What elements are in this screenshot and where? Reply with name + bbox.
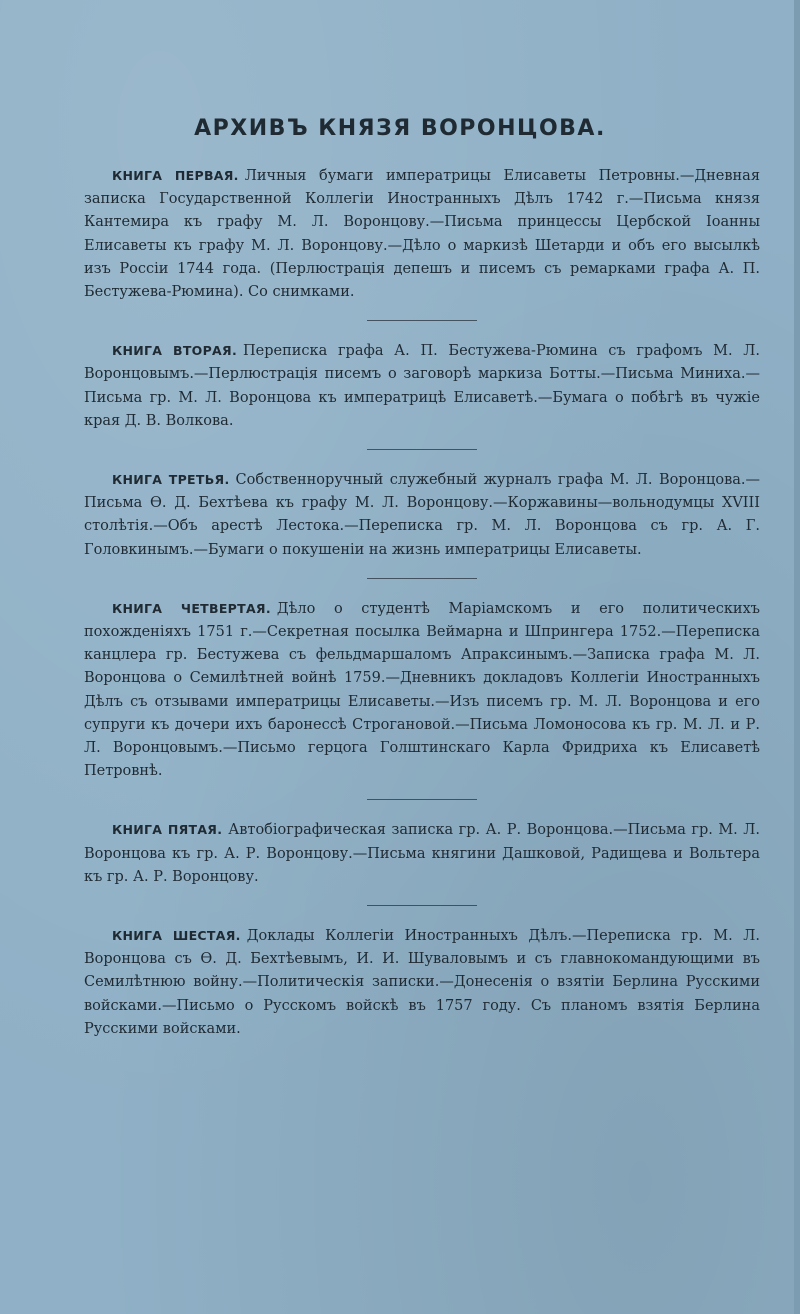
book-entry-4 bbox=[84, 597, 760, 784]
book-label: КНИГА ПЕРВАЯ. bbox=[112, 168, 239, 183]
book-entry-1 bbox=[84, 164, 760, 304]
book-label: КНИГА ПЯТАЯ. bbox=[112, 822, 223, 838]
book-entry-2 bbox=[84, 339, 760, 433]
book-description: Собственноручный служебный журналъ графа М. Л. Воронцова.—Письма Ѳ. Д. Бехтѣева къ графу М. Л. Воронцову.—Коржавины—вольнодумцы XVIII столѣтія.—Объ арестѣ Лестока.—Переписка гр. М. Л. Воронцова съ гр. А. Г. Головкинымъ.—Бумаги о покушеніи на жизнь императрицы Елисаветы. bbox=[84, 472, 760, 558]
book-description: Переписка графа А. П. Бестужева-Рюмина съ графомъ М. Л. Воронцовымъ.—Перлюстрація писемъ о заговорѣ маркиза Ботты.—Письма Миниха.—Письма гр. М. Л. Воронцова къ императрицѣ Елисаветѣ.—Бумага о побѣгѣ въ чужіе края Д. В. Волкова. bbox=[84, 343, 760, 429]
book-label: КНИГА ЧЕТВЕРТАЯ. bbox=[112, 600, 271, 616]
book-entry-3 bbox=[84, 468, 760, 562]
book-description: Личныя бумаги императрицы Елисаветы Петровны.—Дневная записка Государственной Коллегіи Иностранныхъ Дѣлъ 1742 г.—Письма князя Кантемира къ графу М. Л. Воронцову.—Письма принцессы Цербской Іоанны Елисаветы къ графу М. Л. Воронцову.—Дѣло о маркизѣ Шетарди и объ его высылкѣ изъ Россіи 1744 года. (Перлюстрація депешъ и писемъ съ ремарками графа А. П. Бестужева-Рюмина). Со снимками. bbox=[84, 168, 760, 301]
section-divider bbox=[367, 449, 477, 450]
section-divider bbox=[367, 799, 477, 800]
book-list bbox=[84, 164, 760, 1041]
section-divider bbox=[367, 320, 477, 321]
book-description: Дѣло о студентѣ Маріамскомъ и его политическихъ похожденіяхъ 1751 г.—Секретная посылка Веймарна и Шпрингера 1752.—Переписка канцлера гр. Бестужева съ фельдмаршаломъ Апраксинымъ.—Записка графа М. Л. Воронцова о Семилѣтней войнѣ 1759.—Дневникъ докладовъ Коллегіи Иностранныхъ Дѣлъ съ отзывами императрицы Елисаветы.—Изъ писемъ гр. М. Л. Воронцова и его супруги къ дочери ихъ баронессѣ Строгановой.—Письма Ломоносова къ гр. М. Л. и Р. Л. Воронцовымъ.—Письмо герцога Голштинскаго Карла Фридриха къ Елисаветѣ Петровнѣ. bbox=[84, 600, 760, 780]
book-description: Доклады Коллегіи Иностранныхъ Дѣлъ.—Переписка гр. М. Л. Воронцова съ Ѳ. Д. Бехтѣевымъ, И. И. Шуваловымъ и съ главнокомандующими въ Семилѣтнюю войну.—Политическія записки.—Донесенія о взятіи Берлина Русскими войсками.—Письмо о Русскомъ войскѣ въ 1757 году. Съ планомъ взятія Берлина Русскими войсками. bbox=[84, 928, 760, 1037]
page-title: АРХИВЪ КНЯЗЯ ВОРОНЦОВА. bbox=[194, 116, 606, 141]
section-divider bbox=[367, 905, 477, 906]
book-entry-5 bbox=[84, 818, 760, 889]
book-description: Автобіографическая записка гр. А. Р. Воронцова.—Письма гр. М. Л. Воронцова къ гр. А. Р. Воронцову.—Письма княгини Дашковой, Радищева и Вольтера къ гр. А. Р. Воронцову. bbox=[84, 822, 760, 885]
section-divider bbox=[367, 578, 477, 579]
book-label: КНИГА ВТОРАЯ. bbox=[112, 343, 238, 359]
book-label: КНИГА ШЕСТАЯ. bbox=[112, 928, 241, 944]
book-entry-6 bbox=[84, 924, 760, 1041]
book-label: КНИГА ТРЕТЬЯ. bbox=[112, 472, 230, 488]
